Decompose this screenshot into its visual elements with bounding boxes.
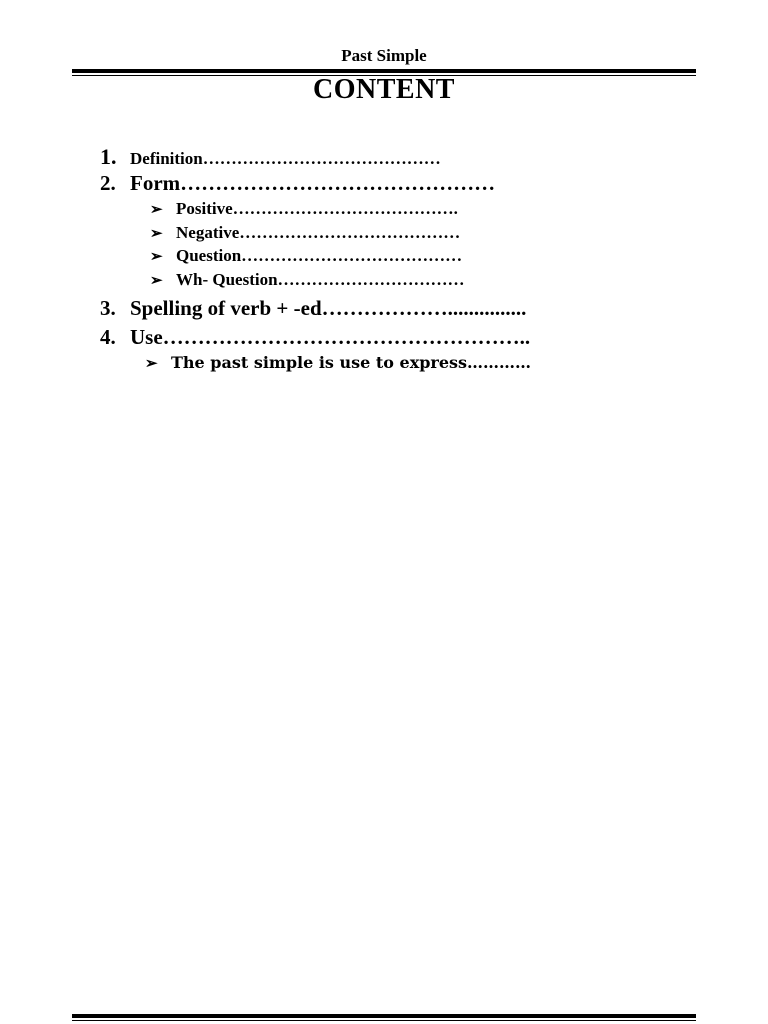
item-number: 3.: [100, 296, 116, 320]
item-number: 4.: [100, 325, 116, 349]
footer-rule: [72, 1014, 696, 1021]
arrow-bullet-icon: ➢: [150, 273, 163, 289]
item-number: 2.: [100, 171, 116, 195]
item-text: Spelling of verb + -ed………………...............: [130, 296, 527, 320]
arrow-bullet-icon: ➢: [150, 202, 163, 218]
toc-subitem-negative: [150, 223, 460, 243]
subitem-text: The past simple is use to express…………: [171, 353, 532, 372]
item-text: Definition……………………………………: [130, 149, 441, 168]
toc-item-definition: [100, 144, 441, 170]
content-heading: CONTENT: [313, 74, 455, 105]
item-text: Form………………………………………: [130, 171, 496, 195]
toc-subitem-positive: [150, 199, 458, 219]
toc-subitem-use-express: [145, 353, 531, 372]
arrow-bullet-icon: ➢: [150, 226, 163, 242]
subitem-text: Positive………………………………….: [176, 199, 458, 218]
item-number: 1.: [100, 144, 117, 169]
item-text: Use……………………………………………..: [130, 325, 531, 349]
toc-item-spelling: [100, 296, 526, 321]
toc-item-use: [100, 325, 530, 350]
toc-subitem-wh-question: [150, 270, 465, 290]
subitem-text: Negative…………………………………: [176, 223, 461, 242]
subitem-text: Wh- Question……………………………: [176, 270, 465, 289]
running-header: Past Simple: [341, 46, 427, 65]
arrow-bullet-icon: ➢: [145, 354, 158, 372]
toc-subitem-question: [150, 246, 462, 266]
toc-item-form: [100, 171, 495, 196]
arrow-bullet-icon: ➢: [150, 249, 163, 265]
subitem-text: Question…………………………………: [176, 246, 463, 265]
